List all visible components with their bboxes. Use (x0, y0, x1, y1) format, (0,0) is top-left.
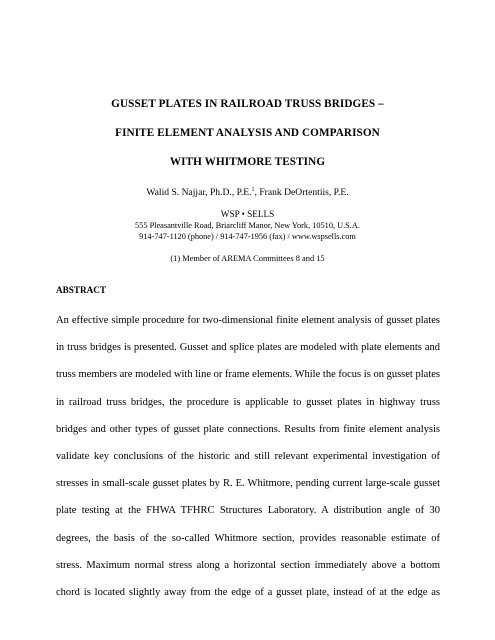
abstract-line: stresses in small-scale gusset plates by R. E. Whitmore, pending current large-scale gusset (56, 478, 440, 490)
abstract-line: chord is located slightly away from the edge of a gusset plate, instead of at the edge as (56, 587, 440, 598)
firm-name: WSP • SELLS (220, 209, 275, 219)
abstract-heading: ABSTRACT (56, 285, 107, 295)
title-line-1: GUSSET PLATES IN RAILROAD TRUSS BRIDGES – (111, 98, 384, 110)
abstract-line: validate key conclusions of the historic and still relevant experimental investigation of (56, 451, 440, 462)
abstract-line: plate testing at the FHWA TFHRC Structures Laboratory. A distribution angle of 30 (56, 505, 440, 517)
abstract-line: in truss bridges is presented. Gusset and splice plates are modeled with plate elements and (56, 342, 440, 354)
firm-contact: 914-747-1120 (phone) / 914-747-1956 (fax) / www.wspsells.com (139, 232, 356, 241)
abstract-line: An effective simple procedure for two-dimensional finite element analysis of gusset plates (56, 315, 440, 326)
title-line-2: FINITE ELEMENT ANALYSIS AND COMPARISON (115, 127, 380, 139)
author-1-footnote-mark: 1 (251, 187, 255, 193)
firm-address: 555 Pleasantville Road, Briarcliff Manor, New York, 10510, U.S.A. (135, 221, 360, 230)
title-line-3: WITH WHITMORE TESTING (169, 156, 326, 168)
abstract-line: stress. Maximum normal stress along a horizontal section immediately above a bottom (56, 559, 440, 571)
author-2: , Frank DeOrtentiis, P.E. (254, 187, 349, 198)
author-line (0, 187, 495, 198)
author-1: Walid S. Najjar, Ph.D., P.E. (146, 187, 252, 198)
abstract-line: in railroad truss bridges, the procedure is applicable to gusset plates in highway truss (56, 396, 440, 408)
abstract-line: bridges and other types of gusset plate connections. Results from finite element analysis (56, 423, 440, 435)
author-footnote: (1) Member of AREMA Committees 8 and 15 (170, 254, 325, 263)
abstract-line: truss members are modeled with line or frame elements. While the focus is on gusset plates (56, 369, 440, 381)
abstract-line: degrees, the basis of the so-called Whitmore section, provides reasonable estimate of (56, 532, 440, 544)
